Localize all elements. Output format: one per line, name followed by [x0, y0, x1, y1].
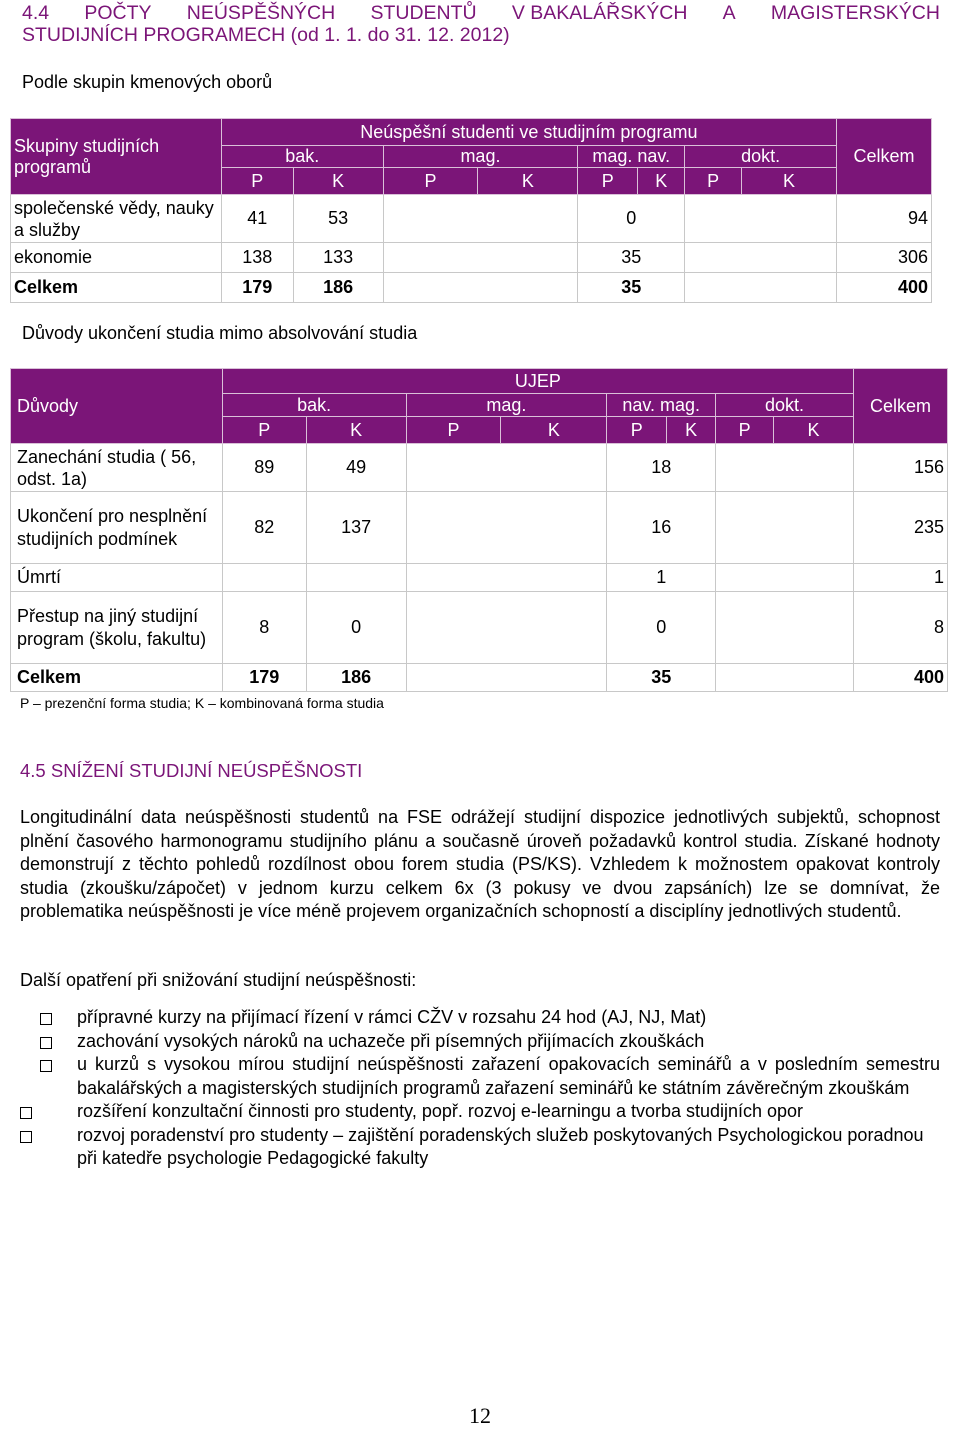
- table-row-total: [11, 664, 948, 692]
- cell-bak-p: 138: [221, 243, 293, 273]
- header-form: K: [306, 417, 406, 444]
- cell-total: 156: [853, 444, 947, 492]
- cell-mag: [383, 273, 578, 303]
- header-level-dokt: dokt.: [716, 394, 854, 417]
- cell-total: 306: [836, 243, 931, 273]
- header-level-bak: bak.: [221, 146, 383, 168]
- row-label: Úmrtí: [11, 564, 223, 592]
- heading-word: A: [722, 2, 736, 24]
- header-form: P: [383, 168, 478, 195]
- list-item: [0, 1030, 940, 1054]
- table-row: [11, 195, 932, 243]
- list-item: [0, 1100, 940, 1124]
- cell-dokt: [685, 243, 837, 273]
- table-row: [11, 444, 948, 492]
- cell-mag: [383, 243, 578, 273]
- section-paragraph: [20, 806, 940, 924]
- header-form: K: [742, 168, 837, 195]
- cell-bak-k: 186: [306, 664, 406, 692]
- measures-list-title: Další opatření při snižování studijní neúspěšnosti:: [20, 970, 417, 990]
- cell-mag: [406, 592, 607, 664]
- cell-total: 8: [853, 592, 947, 664]
- cell-bak-p: 8: [222, 592, 306, 664]
- header-level-mag: mag.: [383, 146, 578, 168]
- cell-bak-p: [222, 564, 306, 592]
- header-form: P: [222, 417, 306, 444]
- table-row: [11, 592, 948, 664]
- paragraph-text: Longitudinální data neúspěšnosti studentů na FSE odrážejí studijní dispozice jednotlivých subjektů, schopnost plnění časového harmonogramu studijního plánu a současně úroveň požadavků kontrol studia. Získané hodnoty demonstrují z těchto pohledů rozdílnost obou forem studia (PS/KS). Vzhledem k možnostem opakovat kontroly studia (zkoušku/zápočet) v jednom kurzu celkem 6x (3 pokusy ve dvou zapsáních) lze se domnívat, že problematika neúspěšnosti je více méně projevem organizačních schopností a disciplíny jednotlivých studentů.: [20, 807, 940, 921]
- cell-total: 1: [853, 564, 947, 592]
- cell-nav-p: 1: [607, 564, 716, 592]
- cell-bak-k: 0: [306, 592, 406, 664]
- cell-bak-p: 82: [222, 492, 306, 564]
- cell-nav-p: 35: [578, 273, 685, 303]
- cell-bak-p: 89: [222, 444, 306, 492]
- checkbox-square-icon: [20, 1131, 32, 1143]
- table2-caption: Důvody ukončení studia mimo absolvování studia: [22, 323, 418, 343]
- cell-nav-p: 16: [607, 492, 716, 564]
- cell-dokt: [685, 273, 837, 303]
- header-form: K: [667, 417, 716, 444]
- cell-total: 400: [836, 273, 931, 303]
- heading-line-2: STUDIJNÍCH PROGRAMECH (od 1. 1. do 31. 12. 2012): [22, 24, 510, 46]
- header-form: K: [638, 168, 685, 195]
- measures-list: [0, 1006, 940, 1171]
- heading-line-1: [22, 2, 940, 24]
- header-level-dokt: dokt.: [685, 146, 837, 168]
- heading-word: 4.4: [22, 2, 50, 24]
- header-level-nav-mag: nav. mag.: [607, 394, 716, 417]
- cell-mag: [383, 195, 578, 243]
- header-form: P: [607, 417, 667, 444]
- heading-word: NEÚSPĚŠNÝCH: [186, 2, 336, 24]
- cell-bak-p: 41: [221, 195, 293, 243]
- list-item-text: rozšíření konzultační činnosti pro studenty, popř. rozvoj e-learningu a tvorba studijních opor: [77, 1101, 804, 1121]
- row-label: Přestup na jiný studijní program (školu, fakultu): [11, 592, 223, 664]
- row-label: Zanechání studia ( 56, odst. 1a): [11, 444, 223, 492]
- header-form: P: [685, 168, 742, 195]
- list-item-text: přípravné kurzy na přijímací řízení v rámci CŽV v rozsahu 24 hod (AJ, NJ, Mat): [77, 1007, 707, 1027]
- header-total: Celkem: [836, 119, 931, 195]
- table-row: [11, 564, 948, 592]
- cell-bak-k: 133: [293, 243, 383, 273]
- header-level-bak: bak.: [222, 394, 406, 417]
- cell-nav-p: 35: [578, 243, 685, 273]
- table-row: [11, 243, 932, 273]
- heading-word: MAGISTERSKÝCH: [770, 2, 940, 24]
- cell-dokt: [716, 592, 854, 664]
- header-level-mag: mag.: [406, 394, 607, 417]
- cell-mag: [406, 564, 607, 592]
- legend-note: P – prezenční forma studia; K – kombinovaná forma studia: [20, 695, 384, 711]
- cell-bak-k: 53: [293, 195, 383, 243]
- cell-dokt: [716, 564, 854, 592]
- cell-bak-p: 179: [221, 273, 293, 303]
- list-item: [0, 1006, 940, 1030]
- checkbox-square-icon: [40, 1037, 52, 1049]
- cell-total: 94: [836, 195, 931, 243]
- header-field-group: Skupiny studijních programů: [11, 119, 222, 195]
- cell-bak-k: [306, 564, 406, 592]
- header-form: K: [501, 417, 607, 444]
- cell-bak-k: 137: [306, 492, 406, 564]
- cell-total: 235: [853, 492, 947, 564]
- cell-bak-k: 49: [306, 444, 406, 492]
- section-title-4-5: 4.5 SNÍŽENÍ STUDIJNÍ NEÚSPĚŠNOSTI: [20, 760, 363, 781]
- header-ujep: UJEP: [222, 369, 853, 394]
- row-label: Celkem: [11, 273, 222, 303]
- cell-nav-p: 0: [578, 195, 685, 243]
- header-unsuccessful-students: Neúspěšní studenti ve studijním programu: [221, 119, 836, 146]
- table-row: [11, 492, 948, 564]
- cell-nav-p: 35: [607, 664, 716, 692]
- cell-mag: [406, 444, 607, 492]
- cell-nav-p: 18: [607, 444, 716, 492]
- header-level-mag-nav: mag. nav.: [578, 146, 685, 168]
- cell-dokt: [685, 195, 837, 243]
- list-item-text: u kurzů s vysokou mírou studijní neúspěšnosti zařazení opakovacích seminářů a v posledním semestru bakalářských a magisterských studijních programů zařazení seminářů ke státním závěrečným zkouškám: [77, 1054, 940, 1098]
- table-row-total: [11, 273, 932, 303]
- checkbox-square-icon: [40, 1013, 52, 1025]
- heading-word: POČTY: [84, 2, 152, 24]
- cell-mag: [406, 492, 607, 564]
- heading-word: STUDENTŮ: [370, 2, 477, 24]
- cell-dokt: [716, 444, 854, 492]
- list-item: [0, 1124, 940, 1171]
- header-form: P: [221, 168, 293, 195]
- row-label: společenské vědy, nauky a služby: [11, 195, 222, 243]
- row-label: ekonomie: [11, 243, 222, 273]
- cell-dokt: [716, 664, 854, 692]
- cell-bak-p: 179: [222, 664, 306, 692]
- list-item-text: zachování vysokých nároků na uchazeče při písemných přijímacích zkouškách: [77, 1030, 705, 1051]
- header-form: K: [478, 168, 578, 195]
- cell-mag: [406, 664, 607, 692]
- cell-dokt: [716, 492, 854, 564]
- header-form: K: [293, 168, 383, 195]
- header-form: P: [406, 417, 501, 444]
- header-form: P: [716, 417, 774, 444]
- heading-word: V BAKALÁŘSKÝCH: [511, 2, 688, 24]
- cell-nav-p: 0: [607, 592, 716, 664]
- list-item: [0, 1053, 940, 1100]
- table-failed-students-by-field: [10, 118, 932, 303]
- header-form: P: [578, 168, 638, 195]
- row-label: Celkem: [11, 664, 223, 692]
- list-item-text: rozvoj poradenství pro studenty – zajištění poradenských služeb poskytovaných Psychologickou poradnou při katedře psychologie Pedagogické fakulty: [77, 1124, 924, 1168]
- header-form: K: [774, 417, 854, 444]
- table1-caption: Podle skupin kmenových oborů: [22, 72, 273, 92]
- cell-total: 400: [853, 664, 947, 692]
- header-total: Celkem: [853, 369, 947, 444]
- cell-bak-k: 186: [293, 273, 383, 303]
- table-termination-reasons: [10, 368, 948, 692]
- page-number: 12: [469, 1403, 491, 1428]
- section-heading-4-4: [22, 2, 940, 46]
- row-label: Ukončení pro nesplnění studijních podmínek: [11, 492, 223, 564]
- header-reasons: Důvody: [11, 369, 223, 444]
- checkbox-square-icon: [40, 1060, 52, 1072]
- checkbox-square-icon: [20, 1107, 32, 1119]
